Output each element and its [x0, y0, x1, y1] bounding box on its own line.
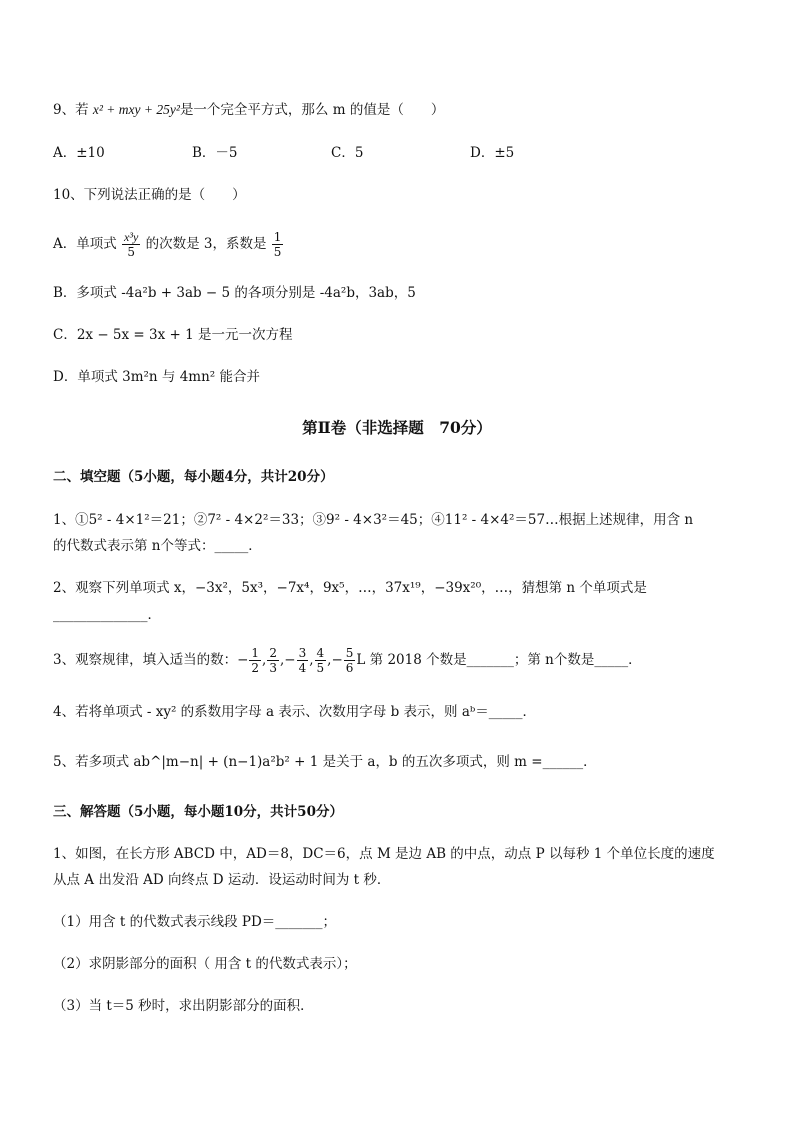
q9-option-b: B．－5	[192, 145, 238, 161]
q10-option-b: B．多项式 -4a²b + 3ab − 5 的各项分别是 -4a²b，3ab，5	[53, 285, 416, 301]
q9-options	[53, 143, 514, 163]
fraction-numerator: 4	[316, 646, 325, 660]
fill-q3-fraction	[297, 646, 309, 675]
fill-q4: 4、若将单项式 - xy² 的系数用字母 a 表示、次数用字母 b 表示，则 aᵇ＝_____．	[53, 704, 537, 720]
fill-q5: 5、若多项式 ab^|m−n| + (n−1)a²b² + 1 是关于 a，b 的五次多项式，则 m =______．	[53, 754, 597, 770]
q9-option-c: C．5	[331, 145, 364, 161]
section-3-heading: 三、解答题（5小题，每小题10分，共计50分）	[53, 804, 343, 820]
fill-q3-fraction	[249, 646, 261, 675]
fill-q2-line1: 2、观察下列单项式 x，−3x²，5x³，−7x⁴，9x⁵，…，37x¹⁹，−39x²⁰，…，猜想第 n 个单项式是	[53, 580, 647, 596]
fraction-denominator: 6	[345, 661, 354, 675]
fill-q3-sign: ,	[309, 652, 314, 668]
fill-q3-sign: ,−	[279, 652, 296, 668]
fill-q2-line2: ______________．	[53, 607, 161, 623]
solve-q1-line1: 1、如图，在长方形 ABCD 中，AD＝8，DC＝6，点 M 是边 AB 的中点，动点 P 以每秒 1 个单位长度的速度	[53, 846, 715, 862]
fraction-numerator: x³y	[124, 230, 139, 244]
fraction-denominator: 4	[298, 661, 307, 675]
solve-q1-sub2: （2）求阴影部分的面积（ 用含 t 的代数式表示）；	[53, 956, 357, 972]
fill-q3-sign: −	[237, 652, 249, 668]
fill-q1-line1: 1、①5² - 4×1²＝21；②7² - 4×2²＝33；③9² - 4×3²＝45；④11² - 4×4²＝57…根据上述规律，用含 n	[53, 512, 694, 528]
fill-q1-line2: 的代数式表示第 n个等式：_____．	[53, 538, 262, 554]
fraction-numerator: 1	[273, 230, 282, 244]
fraction-denominator: 5	[273, 245, 282, 259]
fill-q3-sign: ,	[262, 652, 267, 668]
question-9	[53, 100, 444, 120]
q9-option-d: D．±5	[470, 145, 515, 161]
fraction-numerator: 1	[251, 646, 260, 660]
q9-prefix: 9、若	[53, 102, 93, 118]
fill-q3-prefix: 3、观察规律，填入适当的数：	[53, 652, 238, 668]
q9-suffix: 是一个完全平方式，那么 m 的值是（ ）	[179, 102, 445, 118]
fraction-denominator: 2	[251, 661, 260, 675]
fraction-denominator: 3	[269, 661, 277, 675]
fraction-numerator: 5	[345, 646, 354, 660]
q10-option-c: C．2x − 5x = 3x + 1 是一元一次方程	[53, 327, 293, 343]
q10-a-fraction-monomial	[122, 230, 140, 259]
q9-option-a: A．±10	[53, 145, 105, 161]
fill-q3-sign: ,−	[327, 652, 343, 668]
section-2-heading: 二、填空题（5小题，每小题4分，共计20分）	[53, 469, 334, 485]
solve-q1-sub3: （3）当 t＝5 秒时，求出阴影部分的面积．	[53, 998, 314, 1014]
fraction-numerator: 3	[298, 646, 307, 660]
q10-option-d: D．单项式 3m²n 与 4mn² 能合并	[53, 369, 260, 385]
fill-q3-sequence	[237, 646, 356, 675]
fill-q3-fraction	[267, 646, 279, 675]
fill-q3	[53, 644, 642, 676]
part-2-title: 第Ⅱ卷（非选择题 70分）	[302, 418, 492, 437]
fill-q3-suffix: L 第 2018 个数是_______；第 n个数是_____．	[356, 652, 642, 668]
solve-q1-sub1: （1）用含 t 的代数式表示线段 PD＝_______；	[53, 914, 337, 930]
fill-q3-fraction	[344, 646, 356, 675]
fraction-denominator: 5	[127, 245, 135, 259]
q10-a-mid-text: 的次数是 3，系数是	[145, 236, 267, 252]
fraction-denominator: 5	[316, 661, 325, 675]
question-10-stem: 10、下列说法正确的是（ ）	[53, 187, 246, 203]
q10-option-a	[53, 228, 284, 260]
q9-expression: x² + mxy + 25y²	[92, 102, 180, 117]
fraction-numerator: 2	[269, 646, 277, 660]
solve-q1-line2: 从点 A 出发沿 AD 向终点 D 运动．设运动时间为 t 秒．	[53, 872, 391, 888]
fill-q3-fraction	[315, 646, 327, 675]
q10-a-fraction-coefficient	[272, 230, 284, 259]
q10-a-text: A．单项式	[53, 236, 117, 252]
